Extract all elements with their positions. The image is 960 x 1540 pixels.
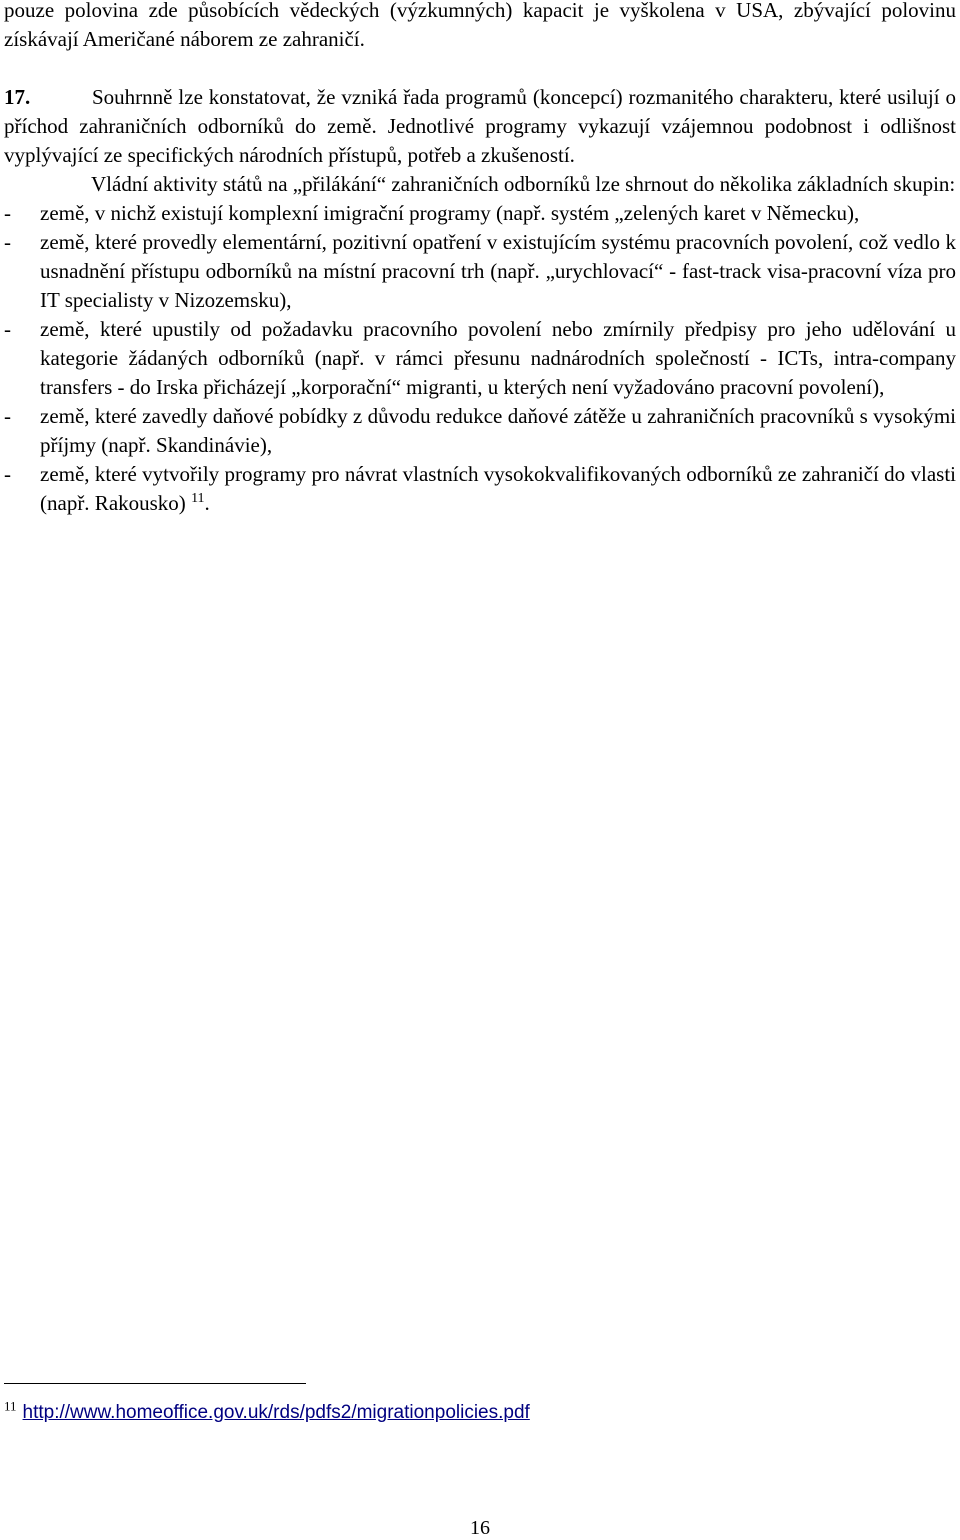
list-item [4, 460, 956, 518]
list-item-tail: . [204, 491, 210, 515]
page-number: 16 [470, 1517, 490, 1539]
list-item [4, 228, 956, 315]
paragraph-groups: Vládní aktivity států na „přilákání“ zahraničních odborníků lze shrnout do několika základních skupin: [91, 172, 956, 196]
measures-list [4, 199, 956, 518]
footnote-link[interactable]: http://www.homeoffice.gov.uk/rds/pdfs2/migrationpolicies.pdf [22, 1402, 530, 1423]
list-item [4, 402, 956, 460]
paragraph-17 [4, 83, 956, 170]
dash-bullet: - [4, 404, 11, 428]
list-item [4, 315, 956, 402]
dash-bullet: - [4, 462, 11, 486]
list-item-text: země, které vytvořily programy pro návrat vlastních vysokokvalifikovaných odborníků ze zahraničí do vlasti (např. Rakousko) [40, 462, 956, 515]
dash-bullet: - [4, 230, 11, 254]
dash-bullet: - [4, 201, 11, 225]
list-item-text: země, v nichž existují komplexní imigrační programy (např. systém „zelených karet v Německu), [40, 201, 860, 225]
paragraph-17-text: Souhrnně lze konstatovat, že vzniká řada programů (koncepcí) rozmanitého charakteru, které usilují o příchod zahraničních odborníků do země. Jednotlivé programy vykazují vzájemnou podobnost i odlišnost vyplývající ze specifických národních přístupů, potřeb a zkušeností. [4, 85, 956, 167]
footnote [4, 1400, 530, 1425]
list-item-text: země, které provedly elementární, pozitivní opatření v existujícím systému pracovních povolení, což vedlo k usnadnění přístupu odborníků na místní pracovní trh (např. „urychlovací“ - fast-track visa-pracovní víza pro IT specialisty v Nizozemsku), [40, 230, 956, 312]
paragraph-number: 17. [4, 85, 31, 109]
intro-paragraph: pouze polovina zde působících vědeckých (výzkumných) kapacit je vyškolena v USA, zbývající polovinu získávají Američané náborem ze zahraničí. [4, 0, 956, 51]
footnote-separator [4, 1383, 306, 1384]
dash-bullet: - [4, 317, 11, 341]
footnote-number: 11 [4, 1398, 17, 1414]
list-item-text: země, které zavedly daňové pobídky z důvodu redukce daňové zátěže u zahraničních pracovníků s vysokými příjmy (např. Skandinávie), [40, 404, 956, 457]
footnote-reference[interactable]: 11 [191, 491, 205, 506]
list-item-text: země, které upustily od požadavku pracovního povolení nebo zmírnily předpisy pro jeho udělování u kategorie žádaných odborníků (např. v rámci přesunu nadnárodních společností - ICTs, intra-company transfers - do Irska přicházejí „korporační“ migranti, u kterých není vyžadováno pracovní povolení), [40, 317, 956, 399]
intro-text-block [4, 0, 956, 518]
list-item [4, 199, 956, 228]
